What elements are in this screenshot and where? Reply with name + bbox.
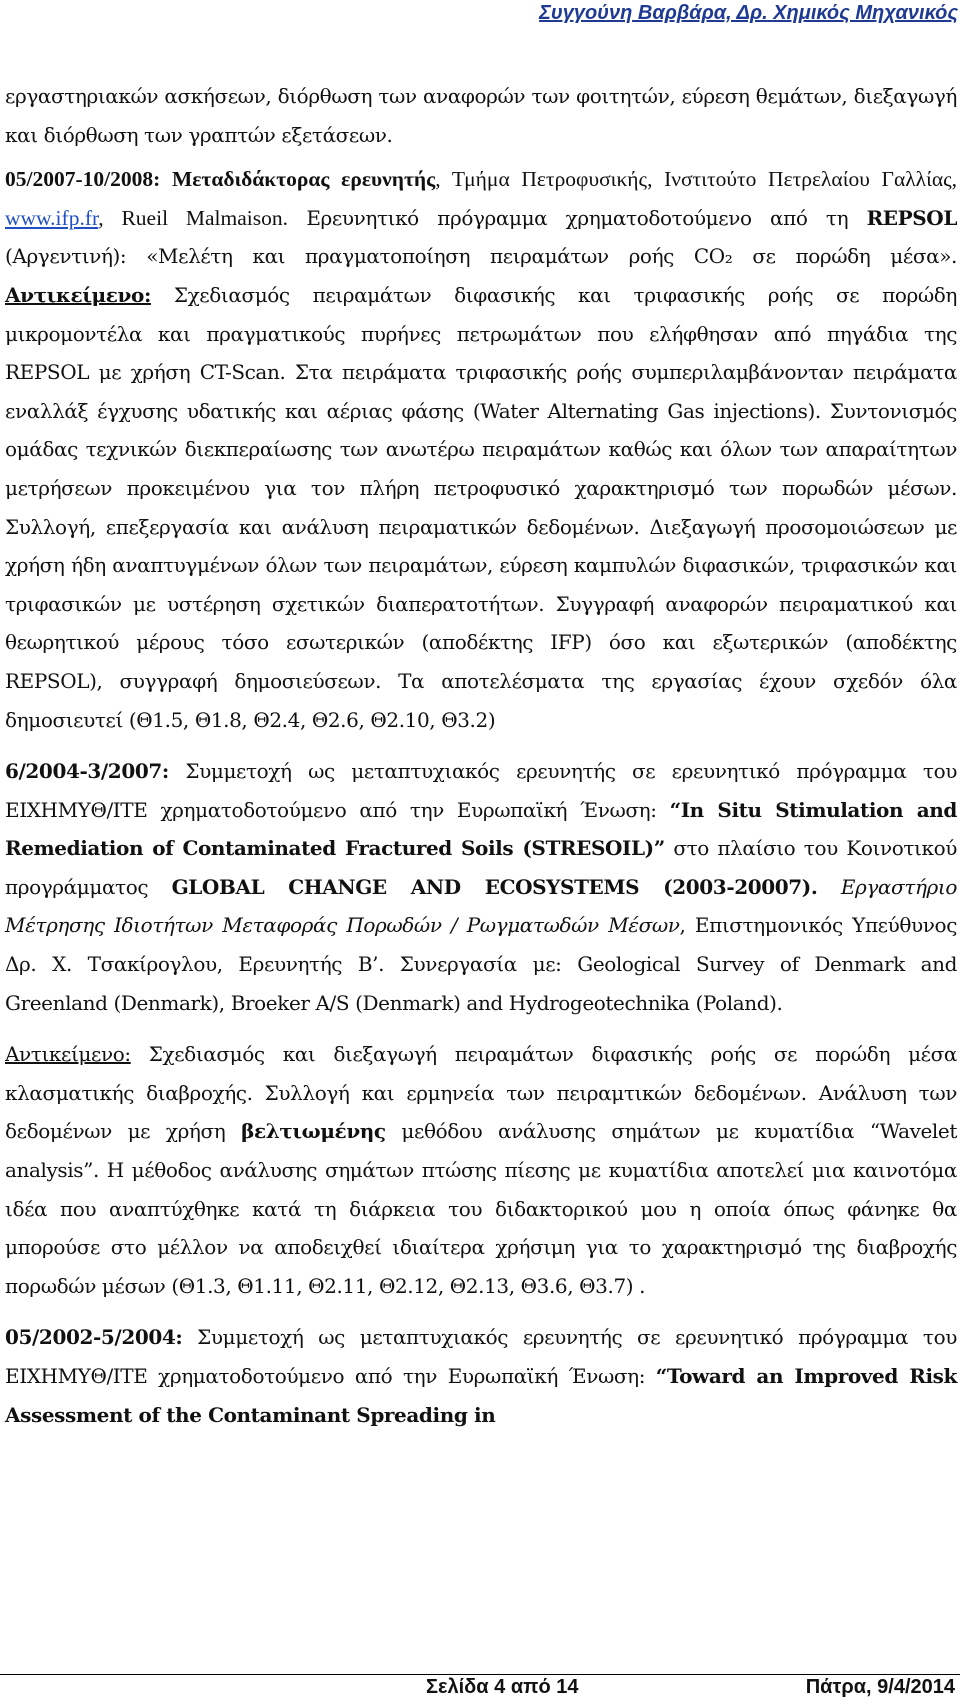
postdoc-text-1: Ερευνητικό πρόγραμμα χρηματοδοτούμενο από τη — [287, 205, 867, 230]
project-2002-dates: 05/2002-5/2004: — [5, 1325, 183, 1350]
postdoc-place: , Rueil Malmaison. — [98, 205, 288, 230]
footer-date: Πάτρα, 9/4/2014 — [805, 1676, 955, 1698]
postdoc-organization: , Τμήμα Πετροφυσικής, Ινστιτούτο Πετρελαίου Γαλλίας, — [435, 167, 958, 192]
footer-divider — [0, 1674, 960, 1675]
paragraph-stresoil — [5, 752, 957, 1022]
postdoc-role: Μεταδιδάκτορας ερευνητής — [171, 167, 436, 192]
project-2002-text-1: Συμμετοχή ως μεταπτυχιακός ερευνητής σε ερευνητικό πρόγραμμα του ΕΙΧΗΜΥΘ/ΙΤΕ χρηματοδοτούμενο από την Ευρωπαϊκή Ένωση: — [5, 1325, 957, 1388]
postdoc-text-2: (Αργεντινή): «Μελέτη και πραγματοποίηση πειραμάτων ροής CO₂ σε πορώδη μέσα». — [5, 244, 957, 269]
ifp-website-link[interactable]: www.ifp.fr — [5, 205, 99, 230]
objective-text-1: Σχεδιασμός και διεξαγωγή πειραμάτων διφασικής ροής σε πορώδη μέσα κλασματικής διαβροχής. Συλλογή και ερμηνεία των πειραμτικών δεδομένων. Ανάλυση των δεδομένων με χρήση — [5, 1042, 957, 1144]
footer-page-number: Σελίδα 4 από 14 — [426, 1676, 579, 1698]
stresoil-text-3: , Επιστημονικός Υπεύθυνος Δρ. Χ. Τσακίρογλου, Ερευνητής Β’. Συνεργασία με: Geological Survey of Denmark and Greenland (Denmark), Broeker A/S (Denmark) and Hydrogeotechnika (Poland). — [5, 913, 958, 1015]
objective-text-2: μεθόδου ανάλυσης σημάτων με κυματίδια “Wavelet analysis”. Η μέθοδος ανάλυσης σημάτων πτώσης πίεσης με κυματίδια αποτελεί μια καινοτόμα ιδέα που αναπτύχθηκε κατά τη διάρκεια του διδακτορικού μου η οποία όπως φάνηκε θα μπορούσε στο μέλλον να αποδειχθεί ιδιαίτερα χρήσιμη για το χαρακτηρισμό της διαβροχής πορωδών μέσων (Θ1.3, Θ1.11, Θ2.11, Θ2.12, Θ2.13, Θ3.6, Θ3.7) . — [5, 1119, 957, 1298]
stresoil-dates: 6/2004-3/2007: — [5, 759, 169, 784]
project-2002-title: “Toward an Improved Risk Assessment of the Contaminant Spreading in — [5, 1364, 957, 1427]
paragraph-stresoil-objective — [5, 1035, 957, 1305]
postdoc-dates: 05/2007-10/2008: — [5, 167, 161, 192]
paragraph-teaching-duties: εργαστηριακών ασκήσεων, διόρθωση των αναφορών των φοιτητών, εύρεση θεμάτων, διεξαγωγή και διόρθωση των γραπτών εξετάσεων. — [5, 84, 957, 147]
objective-bold-word: βελτιωμένης — [241, 1119, 386, 1144]
page-header-author: Συγγούνη Βαρβάρα, Δρ. Χημικός Μηχανικός — [539, 2, 958, 24]
paragraph-2002-project — [5, 1318, 957, 1434]
objective-label: Αντικείμενο: — [5, 1042, 131, 1067]
paragraph-postdoc-ifp — [5, 160, 957, 739]
objective-label: Αντικείμενο: — [5, 282, 151, 307]
stresoil-text-2: στο πλαίσιο του Κοινοτικού προγράμματος — [5, 836, 957, 899]
sponsor-name: REPSOL — [866, 205, 957, 230]
laboratory-name: Εργαστήριο Μέτρησης Ιδιοτήτων Μεταφοράς Πορωδών / Ρωγματωδών Μέσων — [5, 874, 957, 938]
document-body — [5, 77, 957, 1434]
postdoc-text-3: Σχεδιασμός πειραμάτων διφασικής και τριφασικής ροής σε πορώδη μικρομοντέλα και πραγματικούς πυρήνες πετρωμάτων που ελήφθησαν από πηγάδια της REPSOL με χρήση CT-Scan. Στα πειράματα τριφασικής ροής συμπεριλαμβάνονταν πειράματα εναλλάξ έγχυσης υδατικής και αέριας φάσης (Water Alternating Gas injections). Συντονισμός ομάδας τεχνικών διεκπεραίωσης των ανωτέρω πειραμάτων καθώς και όλων των απαραίτητων μετρήσεων προκειμένου για τον πλήρη πετροφυσικό χαρακτηρισμό των πορωδών μέσων. Συλλογή, επεξεργασία και ανάλυση πειραματικών δεδομένων. Διεξαγωγή προσομοιώσεων με χρήση ήδη αναπτυγμένων όλων των πειραμάτων, εύρεση καμπυλών διφασικών, τριφασικών και τριφασικών με υστέρηση σχετικών διαπερατοτήτων. Συγγραφή αναφορών πειραματικού και θεωρητικού μέρους τόσο εσωτερικών (αποδέκτης IFP) όσο και εξωτερικών (αποδέκτης REPSOL), συγγραφή δημοσιεύσεων. Τα αποτελέσματα της εργασίας έχουν σχεδόν όλα δημοσιευτεί (Θ1.5, Θ1.8, Θ2.4, Θ2.6, Θ2.10, Θ3.2) — [5, 282, 957, 732]
stresoil-project-title: “In Situ Stimulation and Remediation of Contaminated Fractured Soils (STRESOIL)” — [5, 797, 957, 861]
stresoil-text-1: Συμμετοχή ως μεταπτυχιακός ερευνητής σε ερευνητικό πρόγραμμα του ΕΙΧΗΜΥΘ/ΙΤΕ χρηματοδοτούμενο από την Ευρωπαϊκή Ένωση: — [5, 759, 957, 822]
programme-name: GLOBAL CHANGE AND ECOSYSTEMS (2003-20007). — [171, 874, 818, 899]
